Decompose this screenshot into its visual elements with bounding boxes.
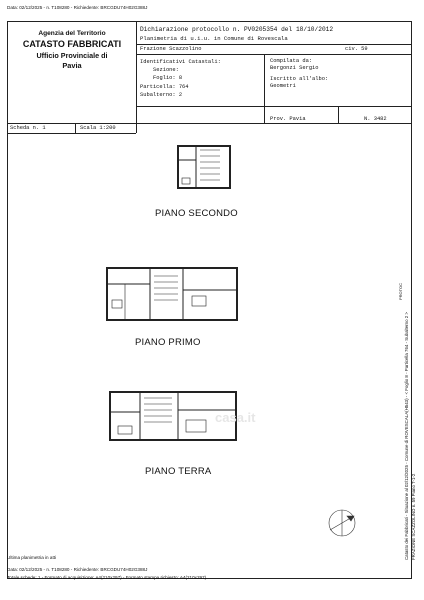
north-arrow-icon (329, 510, 355, 536)
last-plan-note: Ultima planimetria in atti (7, 555, 57, 560)
subalterno-field: Subalterno: 2 (140, 91, 183, 98)
compilata-label: Compilata da: (270, 58, 313, 64)
agency-name: Agenzia del Territorio (38, 30, 106, 37)
compilatore-name: Bergonzi Sergio (270, 65, 319, 71)
scheda-number: Scheda n. 1 (10, 125, 46, 131)
province-label: Prov. Pavia (270, 116, 306, 122)
planimetria-comune: Planimetria di u.i.u. in Comune di Rovescala (140, 35, 288, 42)
plan-primo-walls (107, 268, 237, 320)
side-situazione-text: Catasto dei Fabbricati - Situazione al 02/12/2025 - Comune di ROVESCALA(H543) - < Foglio 8 - Particella 764 - Subalterno 2 > (404, 312, 409, 560)
province-name: Pavia (62, 61, 82, 70)
side-address-text: FRAZIONE SCAZZOLINO n. 59 Piano T-1-2 (411, 473, 416, 560)
particella-field: Particella: 764 (140, 83, 189, 90)
civic-number: civ. 59 (345, 46, 368, 52)
frazione-address: Frazione Scazzolino (140, 46, 202, 52)
footer-line-2: Totale schede: 1 - Formato di acquisizione: A4(210x297) - Formato stampa richiesto: A4(210x297) (7, 575, 207, 580)
ufficio-label: Ufficio Provinciale di (36, 51, 108, 60)
watermark: casa.it (215, 410, 256, 425)
footer-line-1: Data: 02/12/2025 - n. T108280 - Richiedente: BRCGDU74H02G388J (7, 567, 148, 572)
albo-label: Iscritto all'albo: (270, 76, 329, 82)
dichiarazione-protocollo: Dichiarazione protocollo n. PV0205354 del 18/10/2012 (140, 26, 334, 33)
side-stamp: PROTOC (398, 282, 403, 300)
plan-label-primo: PIANO PRIMO (135, 337, 201, 348)
foglio-field: Foglio: 8 (153, 75, 183, 82)
albo-value: Geometri (270, 83, 296, 89)
plan-label-terra: PIANO TERRA (145, 466, 212, 477)
sezione-field: Sezione: (153, 67, 179, 74)
plan-label-secondo: PIANO SECONDO (155, 208, 238, 219)
scale-label: Scala 1:200 (80, 125, 116, 131)
catasto-title: CATASTO FABBRICATI (22, 39, 122, 49)
header-line: Data: 02/12/2025 - n. T108280 - Richiedente: BRCGDU74H02G388J (7, 5, 148, 10)
plan-secondo-walls (178, 146, 230, 188)
identificativi-title: Identificativi Catastali: (140, 59, 221, 65)
albo-number: N. 3482 (364, 116, 387, 122)
